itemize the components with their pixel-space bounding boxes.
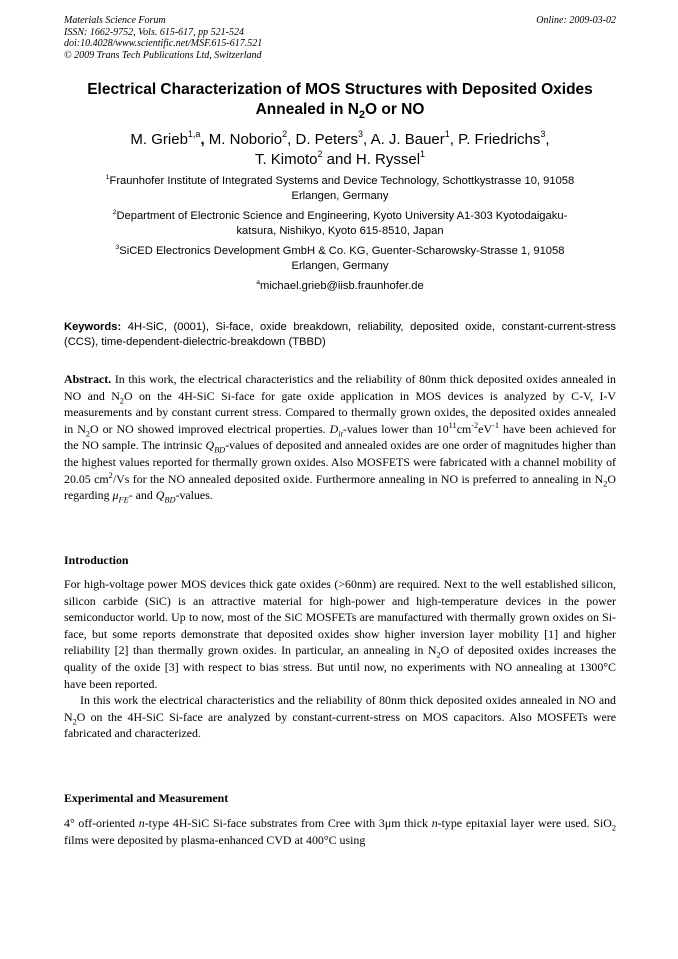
author-2: M. Noborio xyxy=(208,131,283,148)
keywords xyxy=(64,320,616,350)
journal-header xyxy=(64,15,616,61)
issn-line: ISSN: 1662-9752, Vols. 615-617, pp 521-524 xyxy=(64,26,244,38)
introduction-paragraph-1: For high-voltage power MOS devices thick gate oxides (>60nm) are required. Next to the well established silicon, silicon carbide (SiC) is an attractive material for high-power and high-temperature devices in the power semiconductor world. Up to now, most of the SiC MOSFETs are manufactured with thermally grown oxides on Si-face, but some reports demonstrate that deposited oxides show higher inversion layer mobility [1] and higher reliability [2] than thermally grown oxides. In particular, an annealing in $N_2O$ of deposited oxides increases the quality of the oxide [3] with respect to bias stress. But until now, no experiments with NO annealing at 1300°C have been reported. xyxy=(64,577,617,691)
introduction-paragraph-2: In this work the electrical characteristics and the reliability of 80nm thick deposited oxides annealed in NO and $N_2O$ on the 4H-SiC Si-face are analyzed by constant-current-stress on MOS capacitors. Also MOSFETs were fabricated and characterized. xyxy=(64,693,616,741)
author-7: H. Ryssel xyxy=(355,151,421,168)
author-6: T. Kimoto xyxy=(254,151,318,168)
journal-name: Materials Science Forum xyxy=(64,15,166,26)
abstract-label: Abstract. xyxy=(64,372,112,386)
corresponding-email[interactable]: $^a$michael.grieb@iisb.fraunhofer.de xyxy=(256,278,424,292)
affiliations xyxy=(64,174,616,294)
keywords-label: Keywords: xyxy=(64,321,122,333)
author-5: P. Friedrichs xyxy=(458,131,541,148)
experimental-heading: Experimental and Measurement xyxy=(64,791,229,805)
affiliation-1: $^1$Fraunhofer Institute of Integrated Systems and Device Technology, Schottkystrasse 10, 91058 Erlangen, Germany xyxy=(105,173,575,202)
author-1: M. Grieb xyxy=(130,131,188,148)
title-line-1: Electrical Characterization of MOS Structures with Deposited Oxides xyxy=(87,81,593,98)
paper-title xyxy=(64,80,616,120)
author-3: D. Peters xyxy=(295,131,359,148)
introduction-heading: Introduction xyxy=(64,553,129,567)
affiliation-3: $^3$SiCED Electronics Development GmbH & Co. KG, Guenter-Scharowsky-Strasse 1, 91058 Erlangen, Germany xyxy=(115,243,565,272)
online-date: Online: 2009-03-02 xyxy=(536,15,616,26)
abstract: Abstract. In this work, the electrical characteristics and the reliability of 80nm thick deposited oxides annealed in NO and $N_2O$ on the 4H-SiC Si-face for gate oxide application in MOS devices is analyzed by C-V, I-V measurements and by constant current stress. Compared to thermally grown oxides, the deposited oxides annealed in $N_2O$ or NO showed improved electrical properties. $D_{it}$-values lower than $10^{11}cm^{-2}eV^{-1}$ have been achieved for the NO sample. The intrinsic $Q_{BD}$-values of deposited and annealed oxides are one order of magnitudes higher than the highest values reported for thermally grown oxides. Also MOSFETS were fabricated with a channel mobility of 20.05 $cm^2/Vs$ for the NO annealed deposited oxide. Furthermore annealing in NO is preferred to annealing in $N_2O$ regarding $\mu_{FE}-$ and $Q_{BD}$-values. xyxy=(64,372,616,505)
author-list: M. Grieb$^{1,a}$, M. Noborio$^2$, D. Peters$^3$, A. J. Bauer$^1$, P. Friedrichs$^3$, T. Kimoto$^2$ and H. Ryssel$^1$ xyxy=(130,129,550,168)
experimental-body: 4° off-oriented n-type 4H-SiC Si-face substrates from Cree with 3μm thick n-type epitaxial layer were used. SiO$_2$ films were deposited by plasma-enhanced CVD at 400°C using xyxy=(64,816,617,847)
doi-line: doi:10.4028/www.scientific.net/MSF.615-617.521 xyxy=(64,38,263,49)
affiliation-2: $^2$Department of Electronic Science and Engineering, Kyoto University A1-303 Kyotodaigaku- katsura, Nishikyo, Kyoto 615-8510, Japan xyxy=(112,208,568,237)
keywords-text: 4H-SiC, (0001), Si-face, oxide breakdown, reliability, deposited oxide, constant-current-stress (CCS), time-dependent-dielectric-breakdown (TBBD) xyxy=(64,321,617,348)
title-line-2: Annealed in $N_2O$ or NO xyxy=(255,101,425,122)
author-4: A. J. Bauer xyxy=(370,131,445,148)
introduction-body xyxy=(64,576,616,742)
copyright-line: © 2009 Trans Tech Publications Ltd, Switzerland xyxy=(64,49,262,61)
